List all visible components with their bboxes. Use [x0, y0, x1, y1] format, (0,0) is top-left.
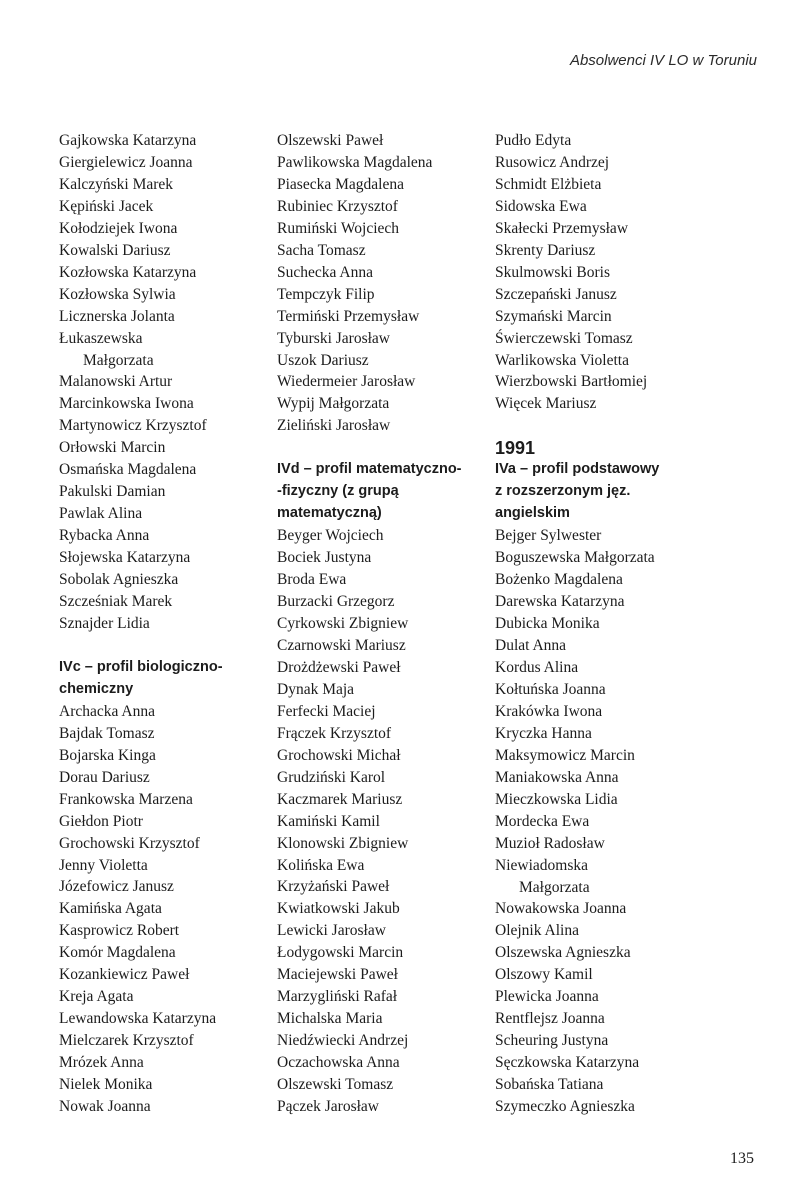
- graduate-name: Pawlak Alina: [59, 505, 143, 523]
- graduate-name: Kolińska Ewa: [277, 856, 365, 874]
- graduate-name: Bejger Sylwester: [495, 527, 602, 545]
- graduate-name: Kryczka Hanna: [495, 724, 592, 742]
- graduate-name: Kozankiewicz Paweł: [59, 966, 190, 984]
- graduate-name: Krzyżański Paweł: [277, 878, 390, 896]
- class-heading: z rozszerzonym jęz.: [495, 483, 631, 500]
- graduate-name: Archacka Anna: [59, 702, 155, 720]
- graduate-name: Giełdon Piotr: [59, 812, 143, 830]
- graduate-name: Pączek Jarosław: [277, 1097, 379, 1115]
- name-continuation: Małgorzata: [83, 351, 154, 369]
- class-heading: -fizyczny (z grupą: [277, 483, 399, 500]
- graduate-name: Kozłowska Katarzyna: [59, 263, 197, 281]
- graduate-name: Mrózek Anna: [59, 1054, 144, 1072]
- graduate-name: Martynowicz Krzysztof: [59, 417, 207, 435]
- graduate-name: Licznerska Jolanta: [59, 307, 175, 325]
- graduate-name: Kaczmarek Mariusz: [277, 790, 403, 808]
- graduate-name: Burzacki Grzegorz: [277, 593, 395, 611]
- graduate-name: Skulmowski Boris: [495, 263, 610, 281]
- column-1: [59, 130, 259, 1118]
- graduate-name: Rentflejsz Joanna: [495, 1010, 605, 1028]
- graduate-name: Osmańska Magdalena: [59, 461, 197, 479]
- graduate-name: Kowalski Dariusz: [59, 241, 171, 259]
- running-header: Absolwenci IV LO w Toruniu: [569, 52, 757, 69]
- graduate-name: Kołtuńska Joanna: [495, 680, 606, 698]
- graduate-name: Grudziński Karol: [277, 768, 386, 786]
- graduate-name: Michalska Maria: [277, 1010, 383, 1028]
- graduate-name: Łodygowski Marcin: [277, 944, 404, 962]
- graduate-name: Rumiński Wojciech: [277, 219, 400, 237]
- graduate-name: Czarnowski Mariusz: [277, 636, 406, 654]
- section-gap: [495, 415, 695, 437]
- graduate-name: Sidowska Ewa: [495, 197, 587, 215]
- graduate-name: Olszewski Paweł: [277, 132, 384, 149]
- graduate-name: Szcześniak Marek: [59, 593, 173, 611]
- graduate-name: Pawlikowska Magdalena: [277, 153, 433, 171]
- graduate-name: Pakulski Damian: [59, 483, 166, 501]
- graduate-name: Ferfecki Maciej: [277, 702, 376, 720]
- graduate-name: Kwiatkowski Jakub: [277, 900, 400, 918]
- graduate-name: Uszok Dariusz: [277, 351, 369, 369]
- graduate-name: Pudło Edyta: [495, 132, 572, 149]
- graduate-name: Kołodziejek Iwona: [59, 219, 178, 237]
- graduate-name: Frankowska Marzena: [59, 790, 193, 808]
- graduate-name: Nowak Joanna: [59, 1097, 151, 1115]
- graduate-name: Kasprowicz Robert: [59, 922, 180, 940]
- graduate-name: Słojewska Katarzyna: [59, 549, 191, 567]
- graduate-name: Skałecki Przemysław: [495, 219, 629, 237]
- graduate-name: Rybacka Anna: [59, 527, 150, 545]
- graduate-name: Szymański Marcin: [495, 307, 612, 325]
- graduate-name: Bajdak Tomasz: [59, 724, 155, 742]
- graduate-name: Marzygliński Rafał: [277, 988, 398, 1006]
- graduate-name: Maciejewski Paweł: [277, 966, 398, 984]
- graduate-name: Olejnik Alina: [495, 922, 579, 940]
- graduate-name: Warlikowska Violetta: [495, 351, 629, 369]
- graduate-name: Scheuring Justyna: [495, 1032, 609, 1050]
- graduate-name: Kalczyński Marek: [59, 175, 174, 193]
- graduate-name: Kozłowska Sylwia: [59, 285, 176, 303]
- graduate-name: Sznajder Lidia: [59, 614, 150, 632]
- graduate-name: Niedźwiecki Andrzej: [277, 1032, 409, 1050]
- class-heading: angielskim: [495, 505, 570, 522]
- graduate-name: Mieczkowska Lidia: [495, 790, 618, 808]
- graduate-name: Wierzbowski Bartłomiej: [495, 373, 648, 391]
- graduate-name: Mordecka Ewa: [495, 812, 590, 830]
- graduate-name: Zieliński Jarosław: [277, 417, 391, 435]
- graduate-name: Olszewska Agnieszka: [495, 944, 631, 962]
- graduate-name: Bociek Justyna: [277, 549, 372, 567]
- graduate-name: Łukaszewska: [59, 329, 143, 347]
- graduate-name: Broda Ewa: [277, 571, 347, 589]
- graduate-name: Skrenty Dariusz: [495, 241, 596, 259]
- graduate-name: Dulat Anna: [495, 637, 567, 655]
- column-3: [495, 130, 695, 1118]
- graduate-name: Kamiński Kamil: [277, 812, 380, 830]
- class-heading: IVa – profil podstawowy: [495, 461, 660, 478]
- page-number: 135: [730, 1150, 754, 1167]
- section-gap: [277, 437, 482, 459]
- graduate-name: Grochowski Krzysztof: [59, 834, 200, 852]
- graduate-name: Plewicka Joanna: [495, 988, 599, 1006]
- column-2: [277, 130, 482, 1118]
- year-heading: 1991: [495, 438, 536, 459]
- graduate-name: Cyrkowski Zbigniew: [277, 615, 409, 633]
- class-heading: chemiczny: [59, 680, 134, 697]
- graduate-name: Rusowicz Andrzej: [495, 153, 610, 171]
- graduate-name: Sobolak Agnieszka: [59, 571, 179, 589]
- graduate-name: Wiedermeier Jarosław: [277, 373, 416, 391]
- graduate-name: Malanowski Artur: [59, 373, 173, 391]
- graduate-name: Sacha Tomasz: [277, 241, 366, 259]
- graduate-name: Termiński Przemysław: [277, 307, 420, 325]
- graduate-name: Wypij Małgorzata: [277, 395, 390, 413]
- graduate-name: Drożdżewski Paweł: [277, 658, 401, 676]
- class-heading: matematyczną): [277, 505, 382, 522]
- graduate-name: Olszewski Tomasz: [277, 1076, 394, 1094]
- graduate-name: Mielczarek Krzysztof: [59, 1032, 194, 1050]
- graduate-name: Nielek Monika: [59, 1076, 153, 1094]
- graduate-name: Sobańska Tatiana: [495, 1076, 604, 1094]
- graduate-name: Dynak Maja: [277, 680, 355, 698]
- graduate-name: Marcinkowska Iwona: [59, 395, 194, 413]
- graduate-name: Grochowski Michał: [277, 746, 401, 764]
- graduate-name: Oczachowska Anna: [277, 1054, 400, 1072]
- graduate-name: Giergielewicz Joanna: [59, 153, 193, 171]
- graduate-name: Sęczkowska Katarzyna: [495, 1054, 640, 1072]
- graduate-name: Beyger Wojciech: [277, 527, 384, 545]
- name-continuation: Małgorzata: [519, 878, 590, 896]
- graduate-name: Suchecka Anna: [277, 263, 373, 281]
- graduate-name: Szczepański Janusz: [495, 285, 617, 303]
- graduate-name: Świerczewski Tomasz: [495, 329, 633, 347]
- graduate-name: Bożenko Magdalena: [495, 571, 623, 589]
- graduate-name: Gajkowska Katarzyna: [59, 132, 197, 149]
- graduate-name: Tyburski Jarosław: [277, 329, 390, 347]
- graduate-name: Kordus Alina: [495, 658, 579, 676]
- graduate-name: Lewicki Jarosław: [277, 922, 386, 940]
- class-heading: IVd – profil matematyczno-: [277, 461, 462, 478]
- graduate-name: Boguszewska Małgorzata: [495, 549, 655, 567]
- graduate-name: Więcek Mariusz: [495, 395, 597, 413]
- graduate-name: Dubicka Monika: [495, 615, 600, 633]
- graduate-name: Bojarska Kinga: [59, 746, 156, 764]
- graduate-name: Rubiniec Krzysztof: [277, 197, 398, 215]
- graduate-name: Kreja Agata: [59, 988, 134, 1006]
- graduate-name: Schmidt Elżbieta: [495, 175, 602, 193]
- graduate-name: Jenny Violetta: [59, 856, 148, 874]
- graduate-name: Niewiadomska: [495, 856, 588, 874]
- class-heading: IVc – profil biologiczno-: [59, 658, 223, 675]
- graduate-name: Orłowski Marcin: [59, 439, 166, 457]
- graduate-name: Szymeczko Agnieszka: [495, 1098, 635, 1116]
- graduate-name: Frączek Krzysztof: [277, 724, 392, 742]
- graduate-name: Piasecka Magdalena: [277, 175, 404, 193]
- graduate-name: Maksymowicz Marcin: [495, 746, 635, 764]
- graduate-name: Tempczyk Filip: [277, 285, 375, 303]
- graduate-name: Kępiński Jacek: [59, 197, 154, 215]
- section-gap: [59, 635, 259, 657]
- graduate-name: Muzioł Radosław: [495, 834, 605, 852]
- graduate-name: Lewandowska Katarzyna: [59, 1010, 217, 1028]
- graduate-name: Dorau Dariusz: [59, 768, 150, 786]
- graduate-name: Olszowy Kamil: [495, 966, 593, 984]
- graduate-name: Komór Magdalena: [59, 944, 176, 962]
- graduate-name: Józefowicz Janusz: [59, 878, 174, 896]
- graduate-name: Maniakowska Anna: [495, 768, 619, 786]
- graduate-name: Nowakowska Joanna: [495, 900, 627, 918]
- graduate-name: Klonowski Zbigniew: [277, 834, 409, 852]
- graduate-name: Kamińska Agata: [59, 900, 162, 918]
- graduate-name: Krakówka Iwona: [495, 702, 603, 720]
- graduate-name: Darewska Katarzyna: [495, 593, 625, 611]
